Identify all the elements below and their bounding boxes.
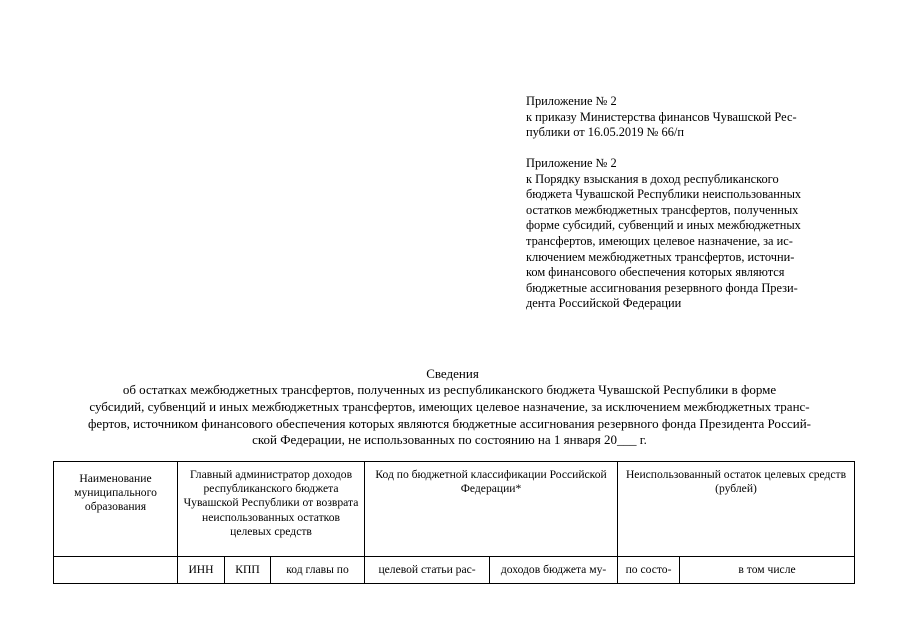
subheader-kpp: КПП <box>225 557 271 584</box>
appendix-procedure-line-2: бюджета Чувашской Республики неиспользованных <box>526 187 802 202</box>
subheader-budget-income: доходов бюджета му- <box>490 557 618 584</box>
table-header-row <box>54 462 855 557</box>
header-municipality: Наименование муниципального образования <box>54 462 178 557</box>
section-line-1: об остатках межбюджетных трансфертов, полученных из республиканского бюджета Чувашской Республики в форме <box>122 382 777 397</box>
subheader-inn: ИНН <box>178 557 225 584</box>
appendix-procedure-line-9: дента Российской Федерации <box>526 296 682 311</box>
subheader-head-code: код главы по <box>271 557 365 584</box>
appendix-procedure-title: Приложение № 2 <box>526 156 617 170</box>
appendix-procedure-line-3: остатков межбюджетных трансфертов, полученных <box>526 202 799 217</box>
section-line-4: ской Федерации, не использованных по состоянию на 1 января 20___ г. <box>252 432 647 448</box>
appendix-order-title: Приложение № 2 <box>526 94 617 108</box>
appendix-procedure-line-5: трансфертов, имеющих целевое назначение, за ис- <box>526 233 793 248</box>
appendix-order-line-2: публики от 16.05.2019 № 66/п <box>526 125 685 140</box>
subheader-including: в том числе <box>680 557 855 584</box>
appendix-procedure-line-6: ключением межбюджетных трансфертов, источни- <box>526 249 795 264</box>
appendix-procedure-header <box>526 156 845 312</box>
section-line-3: фертов, источником финансового обеспечения которых являются бюджетные ассигнования резервного фонда Президента Россий- <box>88 415 811 431</box>
appendix-order-line-1: к приказу Министерства финансов Чувашской Рес- <box>526 109 797 124</box>
subheader-blank <box>54 557 178 584</box>
header-unused-balance: Неиспользованный остаток целевых средств (рублей) <box>618 462 855 557</box>
header-budget-code: Код по бюджетной классификации Российской Федерации* <box>365 462 618 557</box>
appendix-procedure-line-1: к Порядку взыскания в доход республиканского <box>526 171 779 186</box>
section-line-2: субсидий, субвенций и иных межбюджетных трансфертов, имеющих целевое назначение, за исключением межбюджетных транс- <box>89 398 810 414</box>
header-administrator: Главный администратор доходов республиканского бюджета Чувашской Республики от возврата неиспользованных остатков целевых средств <box>178 462 365 557</box>
appendix-order-header <box>526 94 845 141</box>
balances-table <box>53 461 855 584</box>
section-title: Сведения <box>426 366 479 381</box>
table-subheader-row <box>54 557 855 584</box>
appendix-procedure-line-4: форме субсидий, субвенций и иных межбюджетных <box>526 218 801 233</box>
appendix-procedure-line-7: ком финансового обеспечения которых являются <box>526 265 785 280</box>
appendix-procedure-line-8: бюджетные ассигнования резервного фонда Прези- <box>526 280 798 295</box>
subheader-target-article: целевой статьи рас- <box>365 557 490 584</box>
subheader-as-of: по состо- <box>618 557 680 584</box>
section-description <box>52 382 847 449</box>
